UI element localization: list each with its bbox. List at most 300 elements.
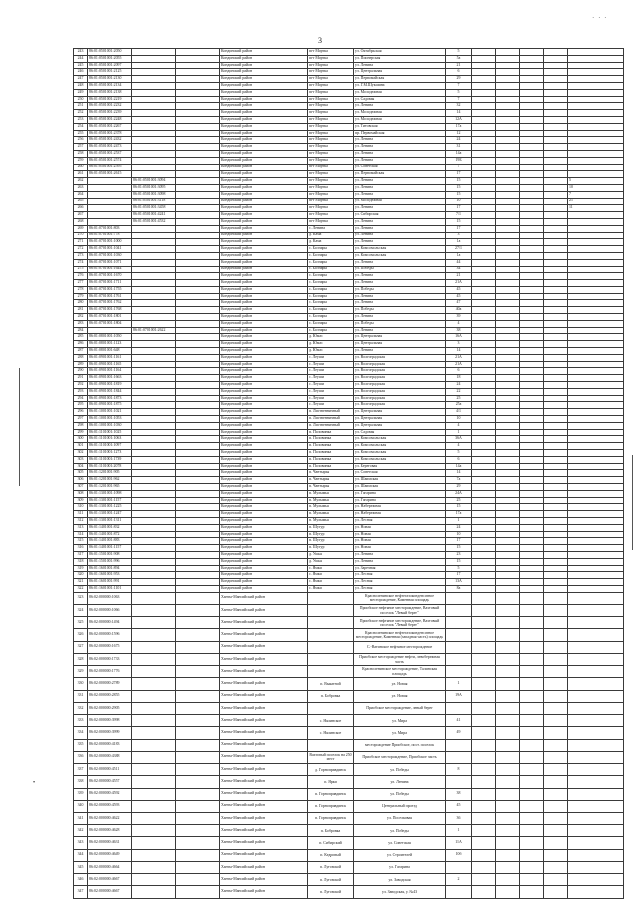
cell-h <box>472 538 496 545</box>
cadastral-number-extra <box>176 653 220 665</box>
street: ул. Набережная <box>354 504 446 511</box>
cell-i <box>496 225 520 232</box>
table-row <box>74 579 624 586</box>
cell-h <box>472 382 496 389</box>
cell-k <box>544 504 568 511</box>
table-row <box>74 184 624 191</box>
cell-j <box>520 422 544 429</box>
house: 47 <box>446 300 472 307</box>
cadastral-number-room <box>132 55 176 62</box>
district: Кондинский район <box>220 368 308 375</box>
street: ул. Центральная <box>354 409 446 416</box>
cell-l <box>568 517 624 524</box>
cadastral-number-extra <box>176 137 220 144</box>
cadastral-number-extra <box>176 861 220 873</box>
cadastral-number-room <box>132 354 176 361</box>
street: ул. Первомайская <box>354 171 446 178</box>
district: Кондинский район <box>220 300 308 307</box>
cadastral-number-extra <box>176 585 220 592</box>
house: 14 <box>446 470 472 477</box>
cell-l <box>568 225 624 232</box>
cadastral-number-extra <box>176 825 220 837</box>
house: 19А <box>446 690 472 702</box>
cell-k <box>544 764 568 776</box>
district: Кондинский район <box>220 579 308 586</box>
cell-h <box>472 727 496 739</box>
row-number: 245 <box>74 62 88 69</box>
house: 17а <box>446 511 472 518</box>
cell-l <box>568 422 624 429</box>
cell-i <box>496 524 520 531</box>
cell-k <box>544 130 568 137</box>
house: 31 <box>446 144 472 151</box>
cadastral-number: 86:02:000000:1776 <box>88 666 132 678</box>
cell-j <box>520 666 544 678</box>
settlement: д. Юмас <box>308 348 354 355</box>
cell-k <box>544 484 568 491</box>
cell-i <box>496 409 520 416</box>
cell-h <box>472 280 496 287</box>
cell-h <box>472 849 496 861</box>
settlement: д. Ушья <box>308 551 354 558</box>
settlement: с. Леуши <box>308 375 354 382</box>
row-number: 308 <box>74 490 88 497</box>
cell-k <box>544 382 568 389</box>
row-number: 265 <box>74 198 88 205</box>
cell-l <box>568 89 624 96</box>
cell-j <box>520 861 544 873</box>
cadastral-number: 86:01:0501001:2125 <box>88 69 132 76</box>
district: Кондинский район <box>220 320 308 327</box>
settlement <box>308 666 354 678</box>
cadastral-number: 86:01:0801001:648 <box>88 348 132 355</box>
cell-l <box>568 558 624 565</box>
cadastral-number-extra <box>176 55 220 62</box>
cadastral-number-extra <box>176 470 220 477</box>
row-number: 327 <box>74 641 88 653</box>
cell-l <box>568 450 624 457</box>
district: Ханты-Мансийский район <box>220 604 308 616</box>
street: ул. Шаимская <box>354 484 446 491</box>
row-number: 337 <box>74 764 88 776</box>
settlement: пгт Мортка <box>308 198 354 205</box>
cell-j <box>520 300 544 307</box>
cadastral-number: 86:02:000000:4622 <box>88 812 132 824</box>
cell-j <box>520 450 544 457</box>
district: Ханты-Мансийский район <box>220 727 308 739</box>
cell-j <box>520 812 544 824</box>
table-row <box>74 470 624 477</box>
settlement: пгт Мортка <box>308 150 354 157</box>
settlement: пгт Мортка <box>308 130 354 137</box>
cadastral-number-extra <box>176 558 220 565</box>
house: 25 <box>446 395 472 402</box>
cadastral-number: 86:01:0501001:2219 <box>88 96 132 103</box>
settlement: пгт Мортка <box>308 137 354 144</box>
cadastral-number-room <box>132 715 176 727</box>
row-number: 250 <box>74 96 88 103</box>
district: Кондинский район <box>220 361 308 368</box>
cell-i <box>496 144 520 151</box>
table-row <box>74 144 624 151</box>
cadastral-number-extra <box>176 382 220 389</box>
cadastral-number-room <box>132 551 176 558</box>
cell-h <box>472 184 496 191</box>
street: ул. Первомайская <box>354 76 446 83</box>
house: 15 <box>446 545 472 552</box>
cadastral-number: 86:01:0701001:1761 <box>88 293 132 300</box>
cell-j <box>520 334 544 341</box>
cell-j <box>520 259 544 266</box>
street: Приобское нефтяное месторождение, Вахтовый поселок "Левый берег" <box>354 604 446 616</box>
cell-i <box>496 551 520 558</box>
house: 45 <box>446 800 472 812</box>
cell-j <box>520 157 544 164</box>
cadastral-number: 86:01:1101001:1739 <box>88 456 132 463</box>
settlement: п. Ярки <box>308 776 354 788</box>
cadastral-number: 86:01:1601001:991 <box>88 579 132 586</box>
cell-i <box>496 320 520 327</box>
cadastral-number-room: 86:01:0501001:3458 <box>132 205 176 212</box>
house: 2 <box>446 874 472 886</box>
cell-h <box>472 429 496 436</box>
table-row <box>74 171 624 178</box>
cell-l <box>568 579 624 586</box>
cadastral-number-extra <box>176 727 220 739</box>
cell-h <box>472 348 496 355</box>
cadastral-number-room: 86:01:0501001:3094 <box>132 178 176 185</box>
table-row <box>74 825 624 837</box>
cell-h <box>472 812 496 824</box>
cell-j <box>520 69 544 76</box>
cell-k <box>544 361 568 368</box>
cell-j <box>520 341 544 348</box>
table-row <box>74 123 624 130</box>
cell-j <box>520 49 544 56</box>
table-row <box>74 788 624 800</box>
street: ул. Волгоградская <box>354 395 446 402</box>
settlement: с. Болчары <box>308 273 354 280</box>
row-number: 332 <box>74 702 88 714</box>
cell-j <box>520 198 544 205</box>
house <box>446 886 472 898</box>
district: Кондинский район <box>220 239 308 246</box>
cell-i <box>496 130 520 137</box>
cell-h <box>472 334 496 341</box>
cell-k <box>544 62 568 69</box>
district: Кондинский район <box>220 184 308 191</box>
table-row <box>74 861 624 873</box>
cadastral-number: 86:02:000000:4649 <box>88 849 132 861</box>
row-number: 296 <box>74 409 88 416</box>
cell-h <box>472 402 496 409</box>
cell-k <box>544 89 568 96</box>
district: Кондинский район <box>220 69 308 76</box>
cell-h <box>472 874 496 886</box>
district: Кондинский район <box>220 463 308 470</box>
district: Ханты-Мансийский район <box>220 751 308 763</box>
cell-h <box>472 388 496 395</box>
street: ул. Лесная <box>354 572 446 579</box>
settlement: с. Болчары <box>308 259 354 266</box>
cell-h <box>472 69 496 76</box>
cell-j <box>520 436 544 443</box>
cell-j <box>520 572 544 579</box>
cadastral-number-room <box>132 456 176 463</box>
cell-k <box>544 436 568 443</box>
cadastral-number: 86:01:0901001:1844 <box>88 388 132 395</box>
settlement: п. Чантырья <box>308 470 354 477</box>
cell-h <box>472 212 496 219</box>
cadastral-number: 86:01:0501001:2432 <box>88 137 132 144</box>
street: Центральный проезд <box>354 800 446 812</box>
cell-i <box>496 218 520 225</box>
district: Кондинский район <box>220 96 308 103</box>
table-row <box>74 874 624 886</box>
cadastral-number-room <box>132 617 176 629</box>
settlement: д. Ушья <box>308 558 354 565</box>
table-row <box>74 592 624 604</box>
cadastral-number-room <box>132 409 176 416</box>
street: ул. Ленина <box>354 776 446 788</box>
cell-j <box>520 103 544 110</box>
settlement: с. Болчары <box>308 300 354 307</box>
settlement: с. Леуши <box>308 382 354 389</box>
table-row <box>74 62 624 69</box>
cadastral-number-room <box>132 348 176 355</box>
cell-k <box>544 776 568 788</box>
cell-j <box>520 825 544 837</box>
cell-h <box>472 572 496 579</box>
cell-i <box>496 572 520 579</box>
cell-i <box>496 361 520 368</box>
row-number: 319 <box>74 565 88 572</box>
house <box>446 592 472 604</box>
table-row <box>74 641 624 653</box>
cadastral-number-extra <box>176 307 220 314</box>
settlement: п. Половинка <box>308 456 354 463</box>
house: 12А <box>446 116 472 123</box>
cadastral-number-extra <box>176 531 220 538</box>
cell-k <box>544 788 568 800</box>
table-row <box>74 531 624 538</box>
table-row <box>74 198 624 205</box>
house: 25 <box>446 497 472 504</box>
cadastral-number-extra <box>176 76 220 83</box>
cell-h <box>472 837 496 849</box>
house: 14а <box>446 463 472 470</box>
table-row <box>74 511 624 518</box>
cell-h <box>472 825 496 837</box>
cadastral-number-extra <box>176 764 220 776</box>
district: Кондинский район <box>220 490 308 497</box>
district: Кондинский район <box>220 171 308 178</box>
cadastral-number-room <box>132 293 176 300</box>
street: ул. Волгоградская <box>354 402 446 409</box>
cell-k <box>544 354 568 361</box>
district: Кондинский район <box>220 348 308 355</box>
cell-k <box>544 191 568 198</box>
district: Кондинский район <box>220 137 308 144</box>
district: Кондинский район <box>220 144 308 151</box>
cadastral-number-room <box>132 739 176 751</box>
settlement: д. Кама <box>308 239 354 246</box>
cadastral-number: 86:02:000000:1675 <box>88 641 132 653</box>
row-number: 253 <box>74 116 88 123</box>
cadastral-number: 86:01:0501001:2378 <box>88 130 132 137</box>
cadastral-number: 86:01:0501001:2097 <box>88 62 132 69</box>
settlement: п. Луговской <box>308 874 354 886</box>
house: 19Б <box>446 157 472 164</box>
cadastral-number-extra <box>176 252 220 259</box>
house: 12 <box>446 130 472 137</box>
street: ул. Комсомольская <box>354 252 446 259</box>
cadastral-number-extra <box>176 800 220 812</box>
house: 1а <box>446 239 472 246</box>
district: Кондинский район <box>220 293 308 300</box>
cell-h <box>472 477 496 484</box>
row-number: 298 <box>74 422 88 429</box>
district: Ханты-Мансийский район <box>220 653 308 665</box>
settlement: п. Шугур <box>308 538 354 545</box>
cell-k <box>544 164 568 171</box>
cadastral-number-room <box>132 137 176 144</box>
cadastral-number-room <box>132 62 176 69</box>
cell-h <box>472 62 496 69</box>
cell-k <box>544 110 568 117</box>
cadastral-number: 86:01:0701001:1041 <box>88 246 132 253</box>
district: Ханты-Мансийский район <box>220 776 308 788</box>
cell-k <box>544 592 568 604</box>
cell-i <box>496 89 520 96</box>
cell-k <box>544 641 568 653</box>
row-number: 315 <box>74 538 88 545</box>
district: Ханты-Мансийский район <box>220 690 308 702</box>
cadastral-number-extra <box>176 212 220 219</box>
settlement: п. Луговской <box>308 861 354 873</box>
settlement: с. Леуши <box>308 388 354 395</box>
cadastral-number: 86:01:0701001:1670 <box>88 273 132 280</box>
row-number: 269 <box>74 225 88 232</box>
cell-h <box>472 327 496 334</box>
cell-i <box>496 49 520 56</box>
cadastral-number-room <box>132 402 176 409</box>
cell-j <box>520 62 544 69</box>
street: ул. Заводская, у. №43 <box>354 886 446 898</box>
cell-h <box>472 776 496 788</box>
cell-l <box>568 150 624 157</box>
cell-j <box>520 886 544 898</box>
cadastral-number-room <box>132 314 176 321</box>
cadastral-number-room: 86:01:0501001:3118 <box>132 198 176 205</box>
cadastral-number-extra <box>176 320 220 327</box>
table-row <box>74 490 624 497</box>
cell-h <box>472 409 496 416</box>
cadastral-number: 86:01:1401001:872 <box>88 531 132 538</box>
street: ул. Гагарина <box>354 861 446 873</box>
cell-j <box>520 592 544 604</box>
house: 14 <box>446 348 472 355</box>
row-number: 251 <box>74 103 88 110</box>
street: ул. Молодежная <box>354 110 446 117</box>
cadastral-number-extra <box>176 837 220 849</box>
cadastral-number-extra <box>176 739 220 751</box>
cell-k <box>544 751 568 763</box>
cell-k <box>544 800 568 812</box>
street: ул. Ленина <box>354 293 446 300</box>
cell-k <box>544 585 568 592</box>
cadastral-number-room <box>132 96 176 103</box>
cadastral-number: 86:01:1301001:1098 <box>88 490 132 497</box>
cell-l <box>568 144 624 151</box>
cell-h <box>472 137 496 144</box>
cell-k <box>544 429 568 436</box>
settlement: с. Ямки <box>308 572 354 579</box>
settlement: п. Сибирский <box>308 837 354 849</box>
table-row <box>74 130 624 137</box>
cadastral-number-extra <box>176 429 220 436</box>
settlement: п. Половинка <box>308 429 354 436</box>
cell-j <box>520 395 544 402</box>
cell-l <box>568 157 624 164</box>
cell-k <box>544 368 568 375</box>
cell-j <box>520 348 544 355</box>
cell-i <box>496 334 520 341</box>
cell-k <box>544 334 568 341</box>
cell-k <box>544 157 568 164</box>
cell-j <box>520 477 544 484</box>
cell-k <box>544 666 568 678</box>
cadastral-number-room <box>132 812 176 824</box>
cadastral-number: 86:01:1501001:996 <box>88 558 132 565</box>
cell-j <box>520 137 544 144</box>
cell-l <box>568 232 624 239</box>
cadastral-number: 86:01:0501001:2232 <box>88 103 132 110</box>
table-row <box>74 409 624 416</box>
cadastral-number-extra <box>176 511 220 518</box>
cadastral-number-room <box>132 89 176 96</box>
cell-k <box>544 653 568 665</box>
page-number: 3 <box>318 36 322 45</box>
table-row <box>74 702 624 714</box>
table-row <box>74 617 624 629</box>
row-number: 288 <box>74 354 88 361</box>
cell-j <box>520 314 544 321</box>
cadastral-number-room <box>132 388 176 395</box>
cell-l <box>568 641 624 653</box>
house <box>446 739 472 751</box>
row-number: 307 <box>74 484 88 491</box>
street: ул. Советская <box>354 837 446 849</box>
cell-j <box>520 641 544 653</box>
house: 39 <box>446 314 472 321</box>
street: ул. Поселковая <box>354 812 446 824</box>
cadastral-number-extra <box>176 198 220 205</box>
cadastral-number: 86:02:000000:4664 <box>88 861 132 873</box>
cell-j <box>520 368 544 375</box>
cadastral-number-room <box>132 545 176 552</box>
cadastral-number-room <box>132 280 176 287</box>
cell-l <box>568 886 624 898</box>
house: 4/1 <box>446 409 472 416</box>
cell-i <box>496 511 520 518</box>
cell-k <box>544 849 568 861</box>
cell-l <box>568 592 624 604</box>
cell-i <box>496 293 520 300</box>
cadastral-number-room <box>132 517 176 524</box>
cell-k <box>544 137 568 144</box>
settlement: пгт Мортка <box>308 89 354 96</box>
